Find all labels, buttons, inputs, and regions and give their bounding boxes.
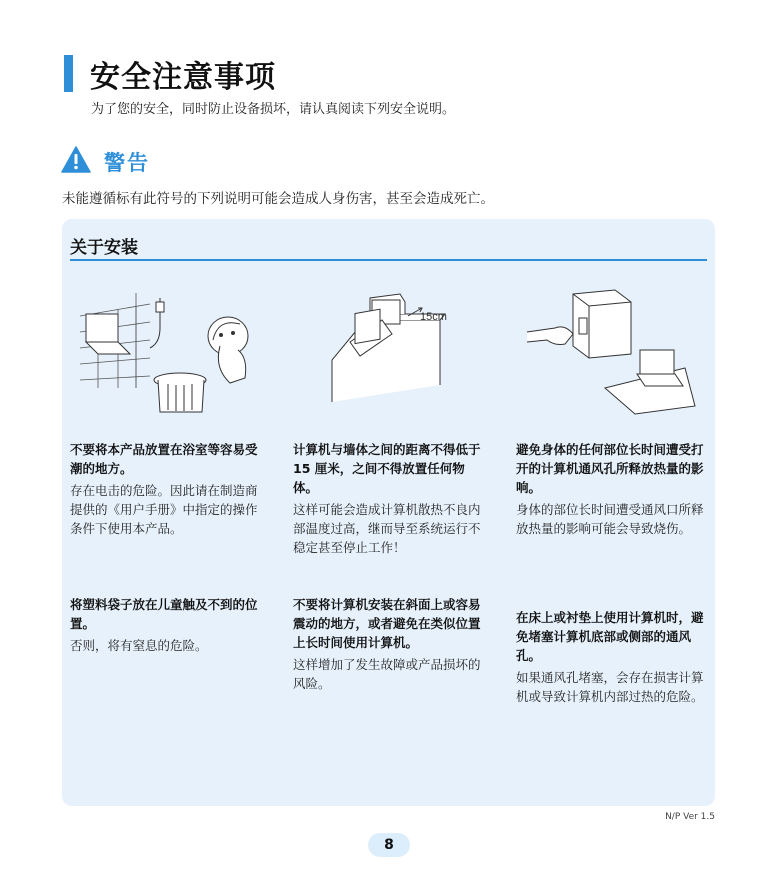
section-heading: 关于安装 [70, 238, 138, 258]
page-subtitle: 为了您的安全，同时防止设备损坏，请认真阅读下列安全说明。 [91, 102, 456, 117]
page-title: 安全注意事项 [90, 60, 276, 95]
item-heading: 避免身体的任何部位长时间遭受打开的计算机通风孔所释放热量的影响。 [516, 442, 704, 495]
safety-item-plastic-bag [70, 595, 260, 655]
safety-item-bathroom [70, 440, 260, 538]
item-body: 这样可能会造成计算机散热不良内部温度过高，继而导至系统运行不稳定甚至停止工作！ [293, 502, 481, 555]
item-body: 这样增加了发生故障或产品损坏的风险。 [293, 657, 481, 691]
version-label: N/P Ver 1.5 [665, 812, 715, 822]
item-body: 否则，将有窒息的危险。 [70, 638, 208, 653]
item-heading: 将塑料袋子放在儿童触及不到的位置。 [70, 597, 258, 631]
title-accent-bar [64, 55, 73, 92]
item-heading: 在床上或衬垫上使用计算机时，避免堵塞计算机底部或侧部的通风孔。 [516, 610, 704, 663]
safety-item-wall-distance [293, 440, 483, 557]
vent-heat-illustration [525, 288, 700, 416]
safety-item-bed-vent [516, 608, 706, 706]
item-heading: 不要将本产品放置在浴室等容易受潮的地方。 [70, 442, 258, 476]
safety-item-slope-vibration [293, 595, 483, 693]
item-body: 存在电击的危险。因此请在制造商提供的《用户手册》中指定的操作条件下使用本产品。 [70, 483, 258, 536]
warning-triangle-icon [61, 146, 91, 173]
wall-clearance-illustration [330, 290, 500, 405]
item-body: 身体的部位长时间遭受通风口所释放热量的影响可能会导致烧伤。 [516, 502, 704, 536]
safety-item-vent-heat [516, 440, 706, 538]
clearance-label: 15cm [420, 311, 447, 323]
warning-description: 未能遵循标有此符号的下列说明可能会造成人身伤害，甚至会造成死亡。 [62, 191, 494, 207]
page-number: 8 [368, 833, 410, 857]
item-heading: 不要将计算机安装在斜面上或容易震动的地方，或者避免在类似位置上长时间使用计算机。 [293, 597, 481, 650]
section-divider [70, 259, 707, 261]
warning-title: 警告 [104, 151, 150, 175]
item-heading: 计算机与墙体之间的距离不得低于 15 厘米，之间不得放置任何物体。 [293, 442, 481, 495]
bathroom-laptop-illustration [80, 288, 260, 418]
item-body: 如果通风孔堵塞，会存在损害计算机或导致计算机内部过热的危险。 [516, 670, 704, 704]
